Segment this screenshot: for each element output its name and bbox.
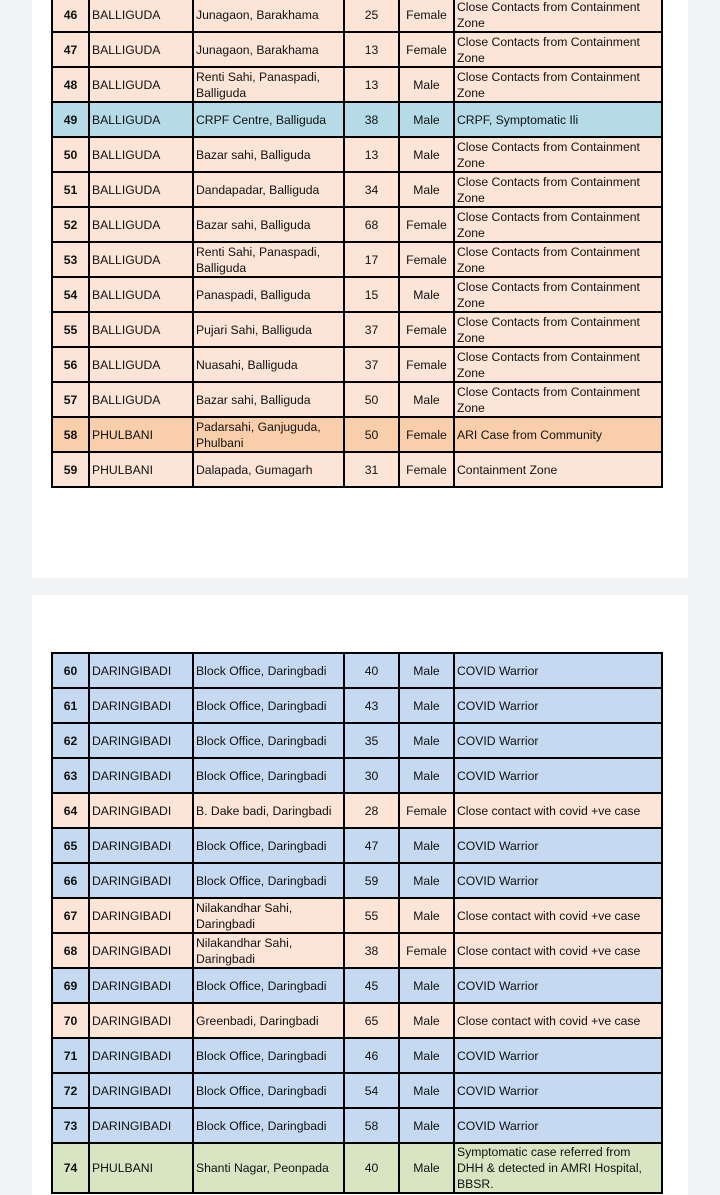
source-of-infection-cell: COVID Warrior (454, 828, 662, 863)
block-cell: BALLIGUDA (89, 67, 193, 102)
serial-number-cell: 53 (52, 242, 89, 277)
address-cell: Dalapada, Gumagarh (193, 452, 344, 487)
block-cell: PHULBANI (89, 417, 193, 452)
serial-number-cell: 58 (52, 417, 89, 452)
source-of-infection-cell: Close Contacts from Containment Zone (454, 137, 662, 172)
age-cell: 15 (344, 277, 399, 312)
sex-cell: Male (399, 1073, 454, 1108)
source-of-infection-cell: Close Contacts from Containment Zone (454, 207, 662, 242)
address-cell: Renti Sahi, Panaspadi, Balliguda (193, 67, 344, 102)
address-cell: B. Dake badi, Daringbadi (193, 793, 344, 828)
age-cell: 38 (344, 933, 399, 968)
age-cell: 38 (344, 102, 399, 137)
table-row (52, 688, 662, 723)
block-cell: DARINGIBADI (89, 1073, 193, 1108)
serial-number-cell: 59 (52, 452, 89, 487)
serial-number-cell: 62 (52, 723, 89, 758)
age-cell: 68 (344, 207, 399, 242)
serial-number-cell: 72 (52, 1073, 89, 1108)
serial-number-cell: 50 (52, 137, 89, 172)
document-page-2 (32, 595, 688, 1195)
sex-cell: Female (399, 452, 454, 487)
address-cell: Pujari Sahi, Balliguda (193, 312, 344, 347)
document-page-1 (32, 0, 688, 578)
address-cell: Bazar sahi, Balliguda (193, 207, 344, 242)
age-cell: 40 (344, 1143, 399, 1193)
serial-number-cell: 71 (52, 1038, 89, 1073)
source-of-infection-cell: COVID Warrior (454, 653, 662, 688)
source-of-infection-cell: Containment Zone (454, 452, 662, 487)
address-cell: Block Office, Daringbadi (193, 828, 344, 863)
table-row (52, 242, 662, 277)
source-of-infection-cell: Symptomatic case referred from DHH & detected in AMRI Hospital, BBSR. (454, 1143, 662, 1193)
source-of-infection-cell: COVID Warrior (454, 1038, 662, 1073)
serial-number-cell: 64 (52, 793, 89, 828)
serial-number-cell: 60 (52, 653, 89, 688)
source-of-infection-cell: Close contact with covid +ve case (454, 933, 662, 968)
age-cell: 47 (344, 828, 399, 863)
serial-number-cell: 73 (52, 1108, 89, 1143)
block-cell: PHULBANI (89, 1143, 193, 1193)
block-cell: DARINGIBADI (89, 793, 193, 828)
sex-cell: Male (399, 102, 454, 137)
sex-cell: Male (399, 968, 454, 1003)
serial-number-cell: 56 (52, 347, 89, 382)
sex-cell: Male (399, 1003, 454, 1038)
address-cell: Block Office, Daringbadi (193, 723, 344, 758)
source-of-infection-cell: Close contact with covid +ve case (454, 898, 662, 933)
case-table-page-1 (51, 0, 663, 488)
block-cell: BALLIGUDA (89, 242, 193, 277)
source-of-infection-cell: Close Contacts from Containment Zone (454, 0, 662, 32)
age-cell: 17 (344, 242, 399, 277)
table-row (52, 452, 662, 487)
address-cell: Junagaon, Barakhama (193, 0, 344, 32)
block-cell: DARINGIBADI (89, 1003, 193, 1038)
table-row (52, 968, 662, 1003)
block-cell: BALLIGUDA (89, 102, 193, 137)
sex-cell: Male (399, 67, 454, 102)
serial-number-cell: 55 (52, 312, 89, 347)
address-cell: CRPF Centre, Balliguda (193, 102, 344, 137)
case-table-body (52, 0, 662, 487)
serial-number-cell: 51 (52, 172, 89, 207)
age-cell: 31 (344, 452, 399, 487)
sex-cell: Male (399, 1143, 454, 1193)
block-cell: DARINGIBADI (89, 653, 193, 688)
age-cell: 46 (344, 1038, 399, 1073)
sex-cell: Female (399, 347, 454, 382)
age-cell: 37 (344, 312, 399, 347)
serial-number-cell: 48 (52, 67, 89, 102)
age-cell: 40 (344, 653, 399, 688)
sex-cell: Male (399, 828, 454, 863)
sex-cell: Male (399, 863, 454, 898)
address-cell: Padarsahi, Ganjuguda, Phulbani (193, 417, 344, 452)
age-cell: 50 (344, 382, 399, 417)
sex-cell: Male (399, 688, 454, 723)
serial-number-cell: 47 (52, 32, 89, 67)
block-cell: DARINGIBADI (89, 1038, 193, 1073)
age-cell: 37 (344, 347, 399, 382)
block-cell: BALLIGUDA (89, 277, 193, 312)
sex-cell: Male (399, 1108, 454, 1143)
address-cell: Bazar sahi, Balliguda (193, 137, 344, 172)
address-cell: Block Office, Daringbadi (193, 758, 344, 793)
age-cell: 59 (344, 863, 399, 898)
table-row (52, 382, 662, 417)
source-of-infection-cell: ARI Case from Community (454, 417, 662, 452)
address-cell: Greenbadi, Daringbadi (193, 1003, 344, 1038)
address-cell: Block Office, Daringbadi (193, 1073, 344, 1108)
table-row (52, 1073, 662, 1108)
serial-number-cell: 52 (52, 207, 89, 242)
table-row (52, 32, 662, 67)
block-cell: PHULBANI (89, 452, 193, 487)
source-of-infection-cell: COVID Warrior (454, 863, 662, 898)
serial-number-cell: 70 (52, 1003, 89, 1038)
source-of-infection-cell: Close Contacts from Containment Zone (454, 382, 662, 417)
case-table-page-2 (51, 652, 663, 1194)
source-of-infection-cell: COVID Warrior (454, 723, 662, 758)
sex-cell: Female (399, 417, 454, 452)
source-of-infection-cell: COVID Warrior (454, 1073, 662, 1108)
table-row (52, 1038, 662, 1073)
source-of-infection-cell: Close Contacts from Containment Zone (454, 32, 662, 67)
source-of-infection-cell: CRPF, Symptomatic Ili (454, 102, 662, 137)
block-cell: BALLIGUDA (89, 207, 193, 242)
case-table-body (52, 653, 662, 1193)
address-cell: Shanti Nagar, Peonpada (193, 1143, 344, 1193)
serial-number-cell: 54 (52, 277, 89, 312)
source-of-infection-cell: Close Contacts from Containment Zone (454, 67, 662, 102)
block-cell: BALLIGUDA (89, 347, 193, 382)
table-row (52, 1003, 662, 1038)
sex-cell: Male (399, 653, 454, 688)
table-row (52, 102, 662, 137)
block-cell: DARINGIBADI (89, 723, 193, 758)
address-cell: Block Office, Daringbadi (193, 1038, 344, 1073)
table-row (52, 653, 662, 688)
age-cell: 28 (344, 793, 399, 828)
block-cell: DARINGIBADI (89, 758, 193, 793)
age-cell: 13 (344, 32, 399, 67)
source-of-infection-cell: Close Contacts from Containment Zone (454, 347, 662, 382)
age-cell: 55 (344, 898, 399, 933)
table-row (52, 172, 662, 207)
block-cell: DARINGIBADI (89, 863, 193, 898)
sex-cell: Male (399, 277, 454, 312)
table-row (52, 0, 662, 32)
serial-number-cell: 66 (52, 863, 89, 898)
address-cell: Block Office, Daringbadi (193, 968, 344, 1003)
source-of-infection-cell: COVID Warrior (454, 688, 662, 723)
serial-number-cell: 57 (52, 382, 89, 417)
address-cell: Dandapadar, Balliguda (193, 172, 344, 207)
address-cell: Nilakandhar Sahi, Daringbadi (193, 933, 344, 968)
address-cell: Block Office, Daringbadi (193, 688, 344, 723)
block-cell: BALLIGUDA (89, 312, 193, 347)
block-cell: BALLIGUDA (89, 0, 193, 32)
serial-number-cell: 46 (52, 0, 89, 32)
table-row (52, 933, 662, 968)
block-cell: DARINGIBADI (89, 968, 193, 1003)
table-row (52, 207, 662, 242)
sex-cell: Male (399, 898, 454, 933)
sex-cell: Female (399, 793, 454, 828)
age-cell: 65 (344, 1003, 399, 1038)
sex-cell: Female (399, 207, 454, 242)
age-cell: 13 (344, 67, 399, 102)
serial-number-cell: 74 (52, 1143, 89, 1193)
age-cell: 13 (344, 137, 399, 172)
block-cell: DARINGIBADI (89, 1108, 193, 1143)
address-cell: Block Office, Daringbadi (193, 1108, 344, 1143)
source-of-infection-cell: Close Contacts from Containment Zone (454, 277, 662, 312)
source-of-infection-cell: Close Contacts from Containment Zone (454, 242, 662, 277)
table-row (52, 67, 662, 102)
source-of-infection-cell: Close contact with covid +ve case (454, 1003, 662, 1038)
sex-cell: Female (399, 242, 454, 277)
block-cell: DARINGIBADI (89, 898, 193, 933)
sex-cell: Male (399, 758, 454, 793)
source-of-infection-cell: COVID Warrior (454, 758, 662, 793)
table-row (52, 723, 662, 758)
table-row (52, 312, 662, 347)
age-cell: 58 (344, 1108, 399, 1143)
table-row (52, 277, 662, 312)
age-cell: 35 (344, 723, 399, 758)
age-cell: 30 (344, 758, 399, 793)
address-cell: Panaspadi, Balliguda (193, 277, 344, 312)
table-row (52, 417, 662, 452)
age-cell: 50 (344, 417, 399, 452)
sex-cell: Female (399, 312, 454, 347)
table-row (52, 347, 662, 382)
table-row (52, 137, 662, 172)
address-cell: Block Office, Daringbadi (193, 653, 344, 688)
table-row (52, 898, 662, 933)
address-cell: Renti Sahi, Panaspadi, Balliguda (193, 242, 344, 277)
address-cell: Nilakandhar Sahi, Daringbadi (193, 898, 344, 933)
serial-number-cell: 61 (52, 688, 89, 723)
source-of-infection-cell: Close Contacts from Containment Zone (454, 312, 662, 347)
sex-cell: Male (399, 172, 454, 207)
address-cell: Bazar sahi, Balliguda (193, 382, 344, 417)
age-cell: 34 (344, 172, 399, 207)
age-cell: 54 (344, 1073, 399, 1108)
age-cell: 25 (344, 0, 399, 32)
age-cell: 45 (344, 968, 399, 1003)
serial-number-cell: 68 (52, 933, 89, 968)
sex-cell: Female (399, 0, 454, 32)
block-cell: DARINGIBADI (89, 933, 193, 968)
address-cell: Nuasahi, Balliguda (193, 347, 344, 382)
source-of-infection-cell: COVID Warrior (454, 1108, 662, 1143)
age-cell: 43 (344, 688, 399, 723)
table-row (52, 863, 662, 898)
source-of-infection-cell: COVID Warrior (454, 968, 662, 1003)
serial-number-cell: 67 (52, 898, 89, 933)
source-of-infection-cell: Close Contacts from Containment Zone (454, 172, 662, 207)
table-row (52, 793, 662, 828)
table-row (52, 828, 662, 863)
block-cell: DARINGIBADI (89, 688, 193, 723)
table-row (52, 1108, 662, 1143)
sex-cell: Female (399, 933, 454, 968)
sex-cell: Female (399, 32, 454, 67)
block-cell: BALLIGUDA (89, 137, 193, 172)
block-cell: BALLIGUDA (89, 382, 193, 417)
block-cell: BALLIGUDA (89, 32, 193, 67)
address-cell: Junagaon, Barakhama (193, 32, 344, 67)
block-cell: BALLIGUDA (89, 172, 193, 207)
source-of-infection-cell: Close contact with covid +ve case (454, 793, 662, 828)
sex-cell: Male (399, 1038, 454, 1073)
serial-number-cell: 65 (52, 828, 89, 863)
sex-cell: Male (399, 723, 454, 758)
sex-cell: Male (399, 137, 454, 172)
table-row (52, 758, 662, 793)
block-cell: DARINGIBADI (89, 828, 193, 863)
serial-number-cell: 69 (52, 968, 89, 1003)
table-row (52, 1143, 662, 1193)
sex-cell: Male (399, 382, 454, 417)
serial-number-cell: 49 (52, 102, 89, 137)
address-cell: Block Office, Daringbadi (193, 863, 344, 898)
serial-number-cell: 63 (52, 758, 89, 793)
